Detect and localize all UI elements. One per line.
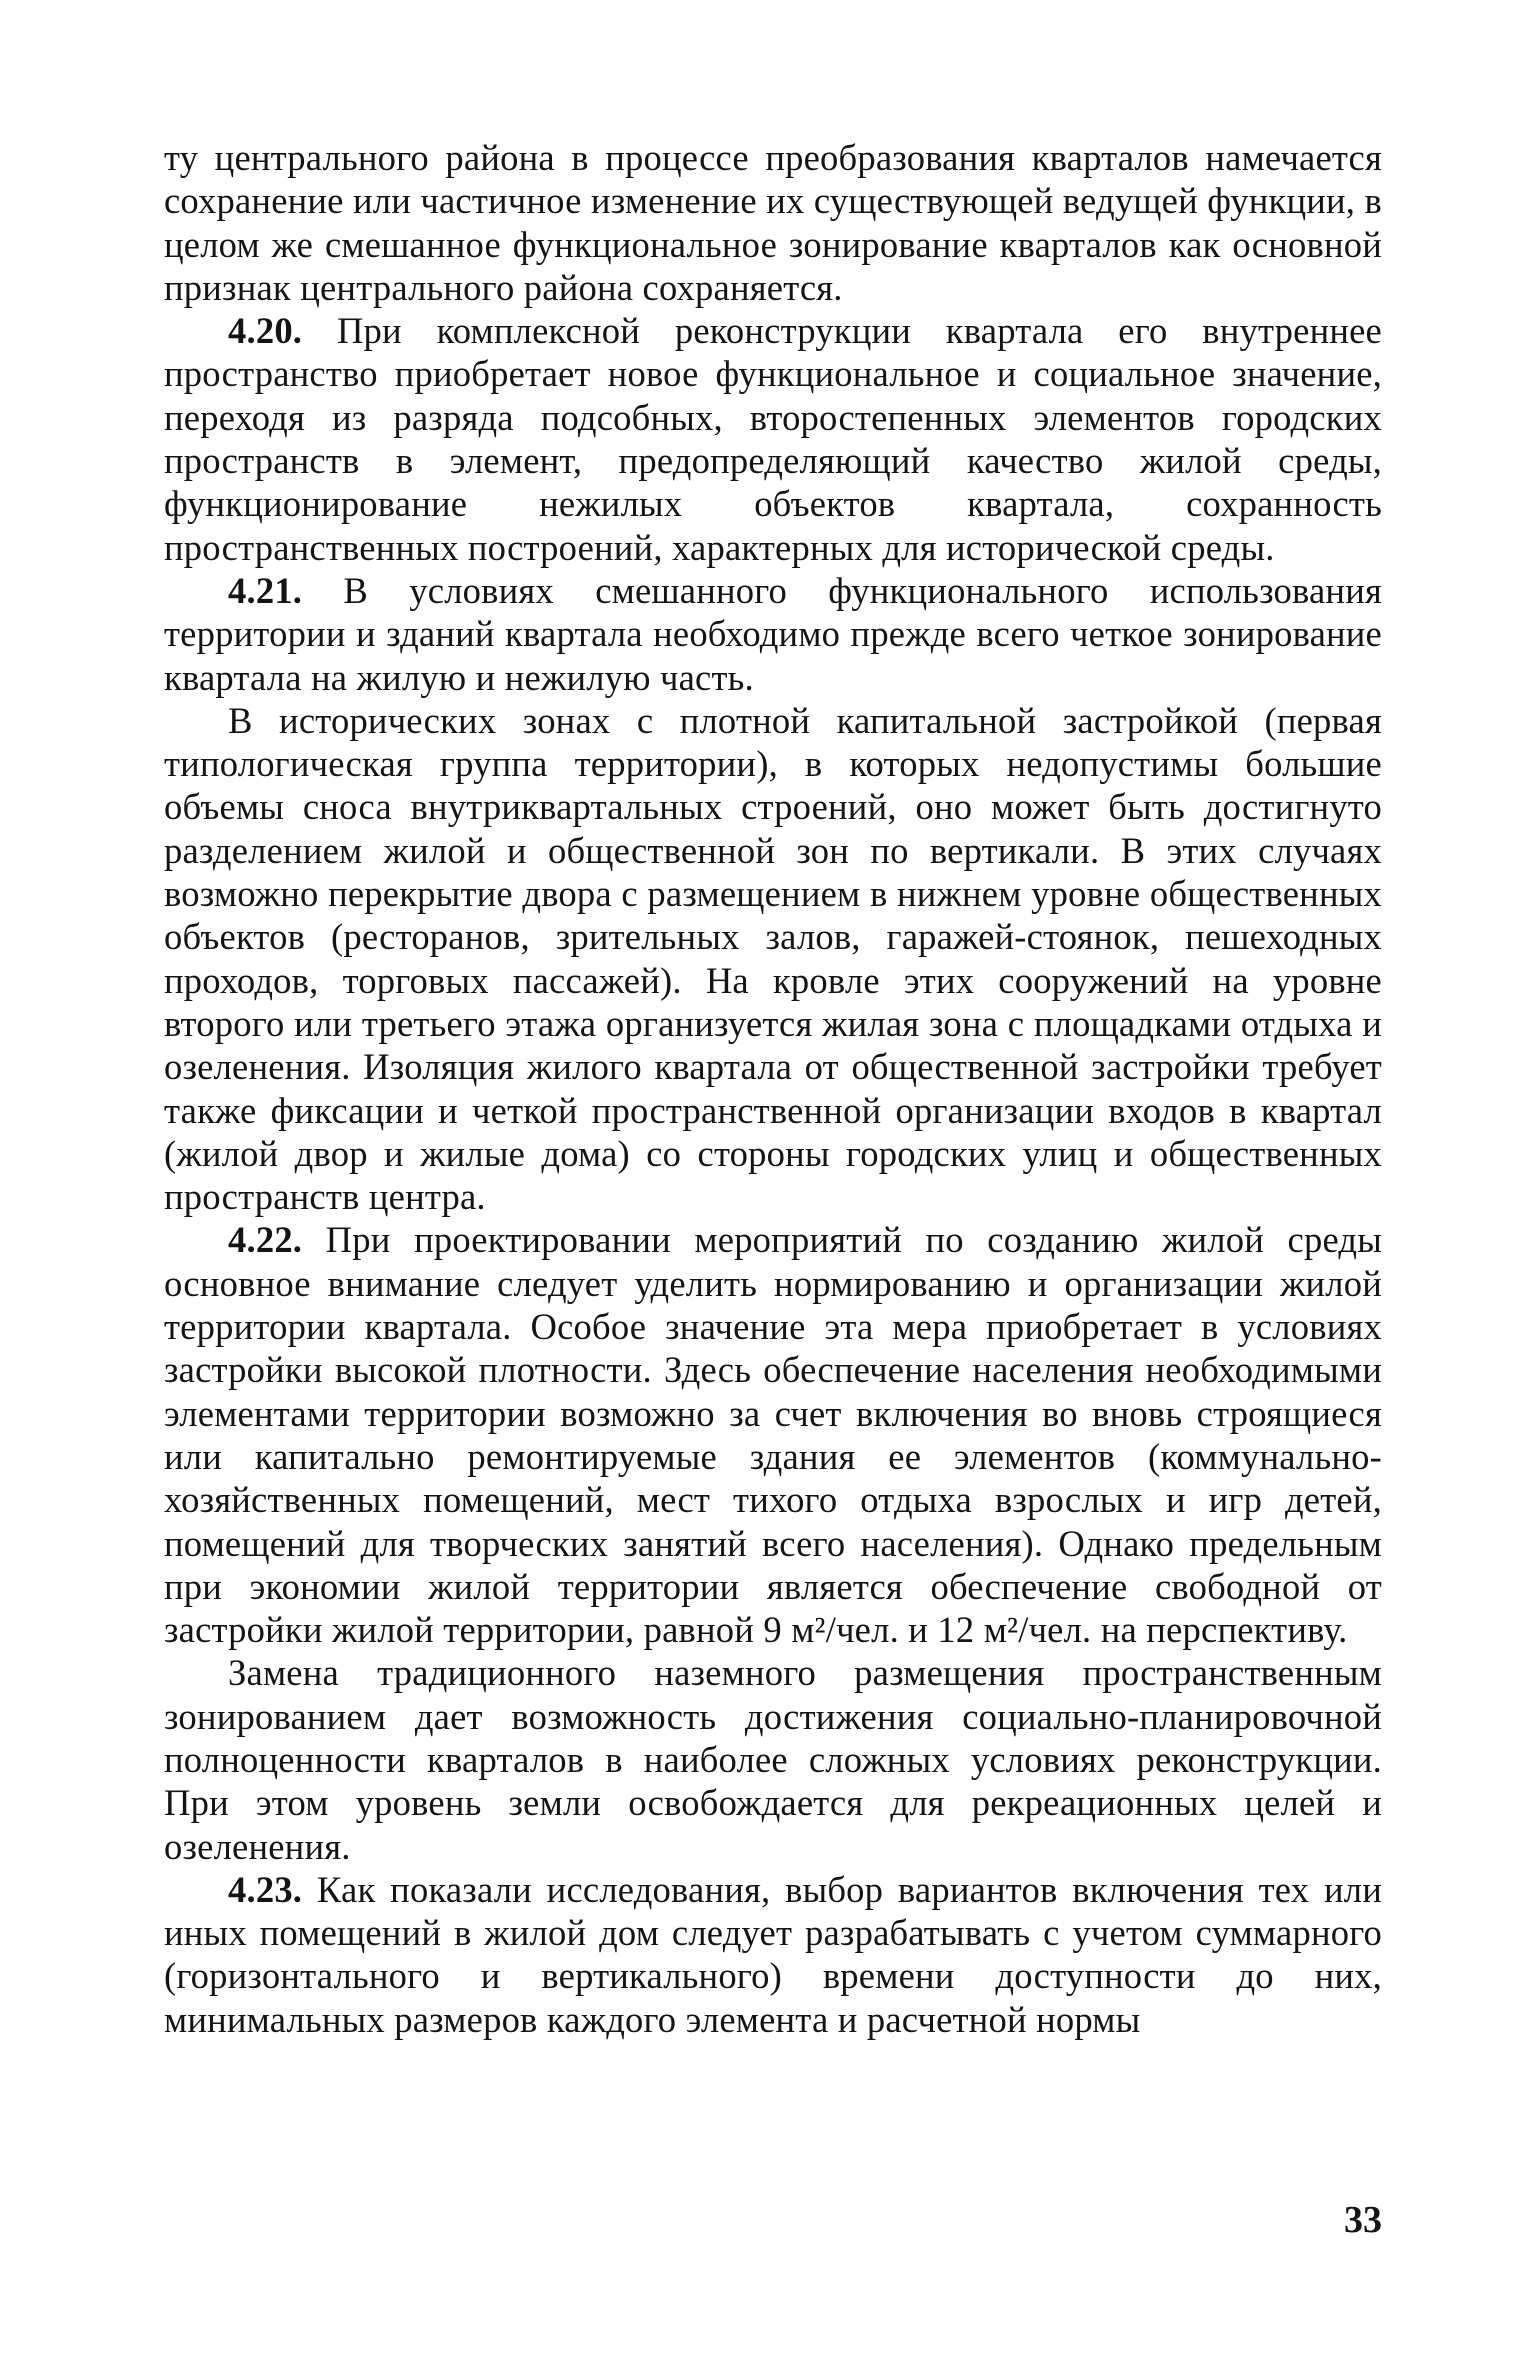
- paragraph-4-22: [164, 1218, 1382, 1651]
- paragraph-4-20: [164, 309, 1382, 569]
- paragraph-text: При проектировании мероприятий по созданию жилой среды основное внимание следует уделить нормированию и организации жилой территории квартала. Особое значение эта мера приобретает в условиях застройки высокой плотности. Здесь обеспечение населения необходимыми элементами территории возможно за счет включения во вновь строящиеся или капитально ремонтируемые здания ее элементов (коммунально-хозяйственных помещений, мест тихого отдыха взрослых и игр детей, помещений для творческих занятий всего населения). Однако предельным при экономии жилой территории является обеспечение свободной от застройки жилой территории, равной 9 м²/чел. и 12 м²/чел. на перспективу.: [164, 1219, 1382, 1651]
- paragraph-text: В условиях смешанного функционального использования территории и зданий квартала необходимо прежде всего четкое зонирование квартала на жилую и нежилую часть.: [164, 569, 1382, 698]
- paragraph-text: Как показали исследования, выбор вариантов включения тех или иных помещений в жилой дом следует разрабатывать с учетом суммарного (горизонтального и вертикального) времени доступности до них, минимальных размеров каждого элемента и расчетной нормы: [164, 1868, 1382, 2040]
- section-number: 4.20.: [228, 310, 303, 352]
- section-number: 4.23.: [228, 1868, 303, 1910]
- paragraph-text: В исторических зонах с плотной капитальной застройкой (первая типологическая группа территории), в которых недопустимы большие объемы сноса внутриквартальных строений, оно может быть достигнуто разделением жилой и общественной зон по вертикали. В этих случаях возможно перекрытие двора с размещением в нижнем уровне общественных объектов (ресторанов, зрительных залов, гаражей-стоянок, пешеходных проходов, торговых пассажей). На кровле этих сооружений на уровне второго или третьего этажа организуется жилая зона с площадками отдыха и озеленения. Изоляция жилого квартала от общественной застройки требует также фиксации и четкой пространственной организации входов в квартал (жилой двор и жилые дома) со стороны городских улиц и общественных пространств центра.: [164, 699, 1382, 1218]
- page-number: 33: [1344, 2199, 1382, 2241]
- paragraph-text: При комплексной реконструкции квартала его внутреннее пространство приобретает новое функциональное и социальное значение, переходя из разряда подсобных, второстепенных элементов городских пространств в элемент, предопределяющий качество жилой среды, функционирование нежилых объектов квартала, сохранность пространственных построений, характерных для исторической среды.: [164, 310, 1382, 568]
- body-text: [164, 136, 1382, 2041]
- paragraph-text: Замена традиционного наземного размещения пространственным зонированием дает возможность достижения социально-планировочной полноценности кварталов в наиболее сложных условиях реконструкции. При этом уровень земли освобождается для рекреационных целей и озеленения.: [164, 1652, 1382, 1867]
- paragraph-4-23: [164, 1868, 1382, 2041]
- paragraph-spatial-zoning: [164, 1651, 1382, 1867]
- section-number: 4.21.: [228, 569, 303, 611]
- paragraph-4-21: [164, 569, 1382, 699]
- section-number: 4.22.: [228, 1219, 303, 1261]
- paragraph-historic-zones: [164, 699, 1382, 1219]
- paragraph-continuation: [164, 136, 1382, 309]
- paragraph-text: ту центрального района в процессе преобразования кварталов намечается сохранение или частичное изменение их существующей ведущей функции, в целом же смешанное функциональное зонирование кварталов как основной признак центрального района сохраняется.: [164, 137, 1382, 308]
